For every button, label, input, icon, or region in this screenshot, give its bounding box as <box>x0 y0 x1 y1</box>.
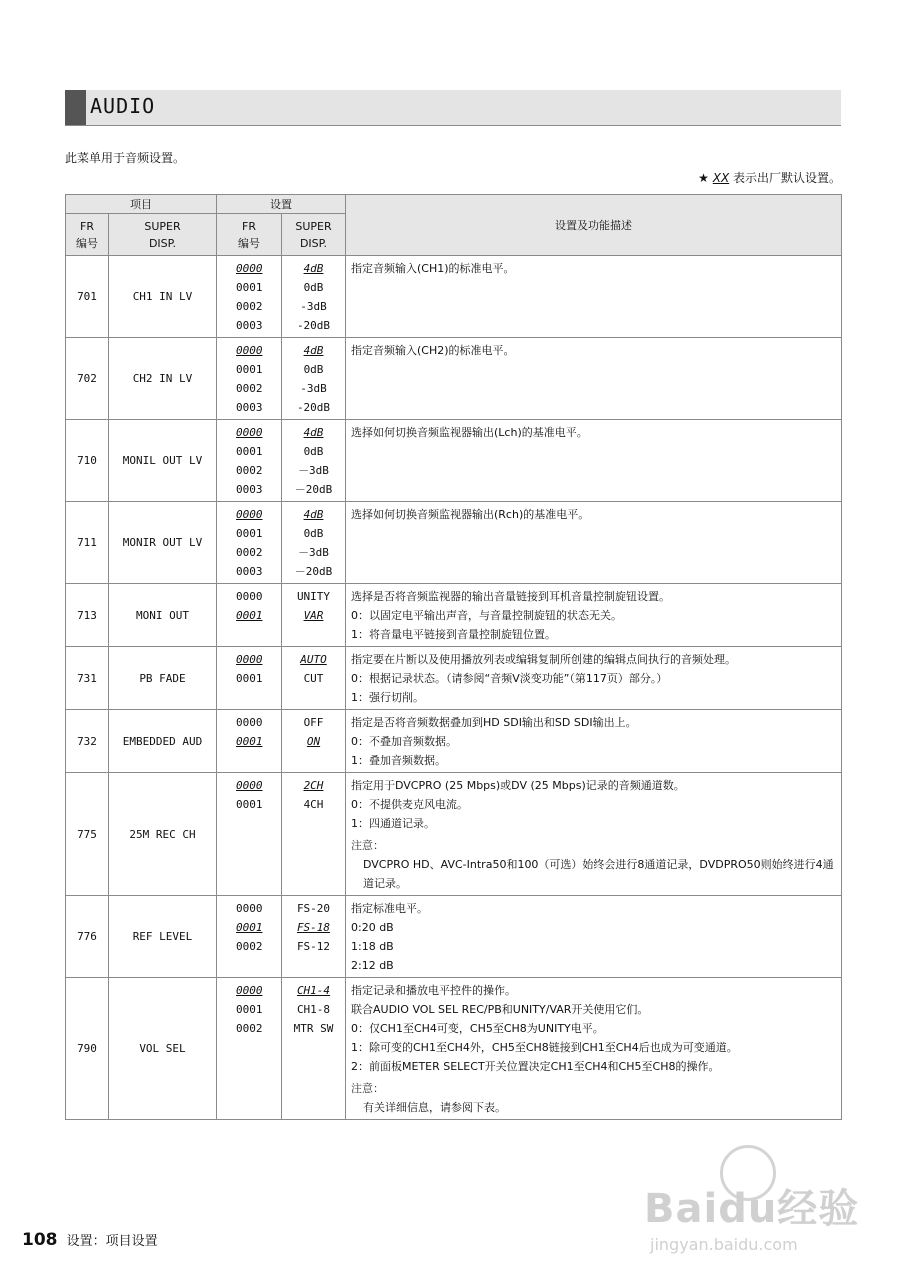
default-setting-value: 4dB <box>303 508 324 521</box>
description-line: 指定要在片断以及使用播放列表或编辑复制所创建的编辑点间执行的音频处理。 <box>351 653 736 666</box>
setting-value: 4CH <box>303 798 324 811</box>
table-row <box>66 584 842 647</box>
fr-number: 713 <box>66 584 109 647</box>
description-line: 选择是否将音频监视器的输出音量链接到耳机音量控制旋钮设置。 <box>351 590 670 603</box>
note-label: 注意： <box>351 1082 384 1095</box>
setting-codes <box>217 502 282 584</box>
default-setting-value: 4dB <box>303 426 324 439</box>
item-name: PB FADE <box>109 647 217 710</box>
description-line: 0：不叠加音频数据。 <box>351 735 457 748</box>
description-line: 指定标准电平。 <box>351 902 428 915</box>
setting-codes <box>217 896 282 978</box>
setting-value: 0dB <box>303 445 324 458</box>
setting-description <box>346 502 842 584</box>
setting-value: -20dB <box>296 319 331 332</box>
setting-code: 0002 <box>236 940 263 953</box>
setting-description <box>346 256 842 338</box>
fr-number: 776 <box>66 896 109 978</box>
description-line: 指定音频输入(CH2)的标准电平。 <box>351 344 515 357</box>
fr-number: 701 <box>66 256 109 338</box>
header-setting-super-disp: SUPER DISP. <box>282 214 346 256</box>
default-setting-code: 0000 <box>236 508 263 521</box>
default-setting-value: ON <box>306 735 321 748</box>
setting-code: 0001 <box>236 672 263 685</box>
setting-value: FS-20 <box>296 902 331 915</box>
description-line: 0：根据记录状态。（请参阅“音频V淡变功能”（第117页）部分。） <box>351 672 668 685</box>
table-row <box>66 420 842 502</box>
audio-settings-table <box>65 194 842 1120</box>
default-setting-value: 4dB <box>303 262 324 275</box>
item-name: MONIL OUT LV <box>109 420 217 502</box>
table-row <box>66 338 842 420</box>
default-setting-value: 4dB <box>303 344 324 357</box>
fr-number: 731 <box>66 647 109 710</box>
setting-values <box>282 420 346 502</box>
note-label: 注意： <box>351 839 384 852</box>
fr-number: 711 <box>66 502 109 584</box>
description-line: 指定是否将音频数据叠加到HD SDI输出和SD SDI输出上。 <box>351 716 637 729</box>
setting-description <box>346 647 842 710</box>
intro-text: 此菜单用于音频设置。 <box>65 151 186 165</box>
setting-code: 0001 <box>236 527 263 540</box>
setting-code: 0001 <box>236 281 263 294</box>
table-row <box>66 896 842 978</box>
setting-values <box>282 978 346 1120</box>
title-accent-block <box>65 90 86 125</box>
setting-description <box>346 420 842 502</box>
item-name: REF LEVEL <box>109 896 217 978</box>
setting-code: 0002 <box>236 546 263 559</box>
table-row <box>66 256 842 338</box>
description-line: 0:20 dB <box>351 921 394 934</box>
setting-codes <box>217 256 282 338</box>
watermark-url: jingyan.baidu.com <box>650 1235 798 1254</box>
item-name: CH1 IN LV <box>109 256 217 338</box>
default-setting-value: FS-18 <box>296 921 331 934</box>
description-line: 1:18 dB <box>351 940 394 953</box>
setting-description <box>346 773 842 896</box>
description-line: 1：强行切削。 <box>351 691 424 704</box>
setting-description <box>346 978 842 1120</box>
setting-code: 0001 <box>236 445 263 458</box>
setting-value: CH1-8 <box>296 1003 331 1016</box>
setting-codes <box>217 773 282 896</box>
page-number: 108 <box>22 1230 58 1250</box>
item-name: EMBEDDED AUD <box>109 710 217 773</box>
setting-value: -3dB <box>300 300 327 313</box>
setting-description <box>346 338 842 420</box>
setting-code: 0001 <box>236 798 263 811</box>
header-fr-number: FR 编号 <box>66 214 109 256</box>
setting-code: 0003 <box>236 483 263 496</box>
description-line: 2:12 dB <box>351 959 394 972</box>
setting-value: -20dB <box>296 401 331 414</box>
description-line: 指定记录和播放电平控件的操作。 <box>351 984 516 997</box>
setting-value: 0dB <box>303 363 324 376</box>
setting-codes <box>217 978 282 1120</box>
table-row <box>66 502 842 584</box>
setting-code: 0001 <box>236 363 263 376</box>
description-line: 0：不提供麦克风电流。 <box>351 798 468 811</box>
baidu-watermark <box>640 1145 860 1275</box>
setting-value: OFF <box>303 716 324 729</box>
table-row <box>66 773 842 896</box>
footer-section: 设置：项目设置 <box>66 1234 158 1249</box>
fr-number: 710 <box>66 420 109 502</box>
setting-value: －20dB <box>294 565 333 578</box>
setting-values <box>282 896 346 978</box>
description-line: 联合AUDIO VOL SEL REC/PB和UNITY/VAR开关使用它们。 <box>351 1003 649 1016</box>
description-line: 0：以固定电平输出声音，与音量控制旋钮的状态无关。 <box>351 609 622 622</box>
fr-number: 732 <box>66 710 109 773</box>
watermark-logo: Baidu经验 <box>644 1186 860 1232</box>
setting-values <box>282 584 346 647</box>
description-line: 0：仅CH1至CH4可变，CH5至CH8为UNITY电平。 <box>351 1022 604 1035</box>
setting-code: 0002 <box>236 382 263 395</box>
setting-values <box>282 710 346 773</box>
setting-value: －20dB <box>294 483 333 496</box>
setting-codes <box>217 420 282 502</box>
default-setting-value: CH1-4 <box>296 984 331 997</box>
table-row <box>66 978 842 1120</box>
default-legend <box>698 169 841 186</box>
setting-code: 0003 <box>236 401 263 414</box>
section-title-bar <box>65 90 841 126</box>
default-setting-code: 0000 <box>236 779 263 792</box>
setting-code: 0002 <box>236 1022 263 1035</box>
setting-codes <box>217 647 282 710</box>
fr-number: 775 <box>66 773 109 896</box>
header-setting-fr-number: FR 编号 <box>217 214 282 256</box>
setting-codes <box>217 584 282 647</box>
default-setting-code: 0000 <box>236 344 263 357</box>
setting-values <box>282 647 346 710</box>
table-row <box>66 710 842 773</box>
setting-values <box>282 256 346 338</box>
description-line: 指定用于DVCPRO (25 Mbps)或DV (25 Mbps)记录的音频通道数。 <box>351 779 685 792</box>
star-icon: ★ <box>698 171 709 185</box>
description-line: 选择如何切换音频监视器输出(Rch)的基准电平。 <box>351 508 590 521</box>
legend-xx: XX <box>712 171 730 185</box>
setting-values <box>282 338 346 420</box>
setting-code: 0000 <box>236 590 263 603</box>
default-setting-value: AUTO <box>300 653 327 666</box>
default-setting-value: VAR <box>303 609 324 622</box>
header-setting: 设置 <box>217 195 346 214</box>
setting-value: FS-12 <box>296 940 331 953</box>
header-super-disp: SUPER DISP. <box>109 214 217 256</box>
default-setting-code: 0000 <box>236 262 263 275</box>
setting-value: －3dB <box>298 546 329 559</box>
setting-code: 0000 <box>236 902 263 915</box>
header-description: 设置及功能描述 <box>346 195 842 256</box>
default-setting-code: 0001 <box>236 609 263 622</box>
setting-values <box>282 773 346 896</box>
setting-code: 0002 <box>236 300 263 313</box>
fr-number: 790 <box>66 978 109 1120</box>
default-setting-code: 0000 <box>236 984 263 997</box>
section-title: AUDIO <box>90 94 156 118</box>
setting-code: 0002 <box>236 464 263 477</box>
fr-number: 702 <box>66 338 109 420</box>
description-line: 指定音频输入(CH1)的标准电平。 <box>351 262 515 275</box>
setting-code: 0003 <box>236 319 263 332</box>
page-footer <box>22 1230 158 1250</box>
description-line: 1：四通道记录。 <box>351 817 435 830</box>
setting-codes <box>217 338 282 420</box>
default-setting-code: 0001 <box>236 921 263 934</box>
description-line: 选择如何切换音频监视器输出(Lch)的基准电平。 <box>351 426 588 439</box>
setting-description <box>346 710 842 773</box>
setting-codes <box>217 710 282 773</box>
setting-code: 0003 <box>236 565 263 578</box>
item-name: VOL SEL <box>109 978 217 1120</box>
item-name: MONI OUT <box>109 584 217 647</box>
note-text: DVCPRO HD、AVC-Intra50和100（可选）始终会进行8通道记录，DVDPRO50则始终进行4通道记录。 <box>363 858 834 890</box>
setting-description <box>346 584 842 647</box>
item-name: 25M REC CH <box>109 773 217 896</box>
header-item: 项目 <box>66 195 217 214</box>
description-line: 1：叠加音频数据。 <box>351 754 446 767</box>
description-line: 2：前面板METER SELECT开关位置决定CH1至CH4和CH5至CH8的操作。 <box>351 1060 720 1073</box>
description-line: 1：除可变的CH1至CH4外，CH5至CH8链接到CH1至CH4后也成为可变通道。 <box>351 1041 738 1054</box>
setting-value: CUT <box>303 672 324 685</box>
default-setting-value: 2CH <box>303 779 324 792</box>
item-name: MONIR OUT LV <box>109 502 217 584</box>
note-text: 有关详细信息，请参阅下表。 <box>363 1101 506 1114</box>
legend-text: 表示出厂默认设置。 <box>729 171 841 185</box>
setting-code: 0001 <box>236 1003 263 1016</box>
setting-value: －3dB <box>298 464 329 477</box>
item-name: CH2 IN LV <box>109 338 217 420</box>
setting-value: 0dB <box>303 527 324 540</box>
table-row <box>66 647 842 710</box>
description-line: 1：将音量电平链接到音量控制旋钮位置。 <box>351 628 556 641</box>
default-setting-code: 0000 <box>236 653 263 666</box>
setting-values <box>282 502 346 584</box>
setting-code: 0000 <box>236 716 263 729</box>
setting-value: -3dB <box>300 382 327 395</box>
default-setting-code: 0001 <box>236 735 263 748</box>
setting-value: 0dB <box>303 281 324 294</box>
setting-value: UNITY <box>296 590 331 603</box>
setting-description <box>346 896 842 978</box>
table-body <box>66 256 842 1120</box>
setting-value: MTR SW <box>293 1022 334 1035</box>
default-setting-code: 0000 <box>236 426 263 439</box>
